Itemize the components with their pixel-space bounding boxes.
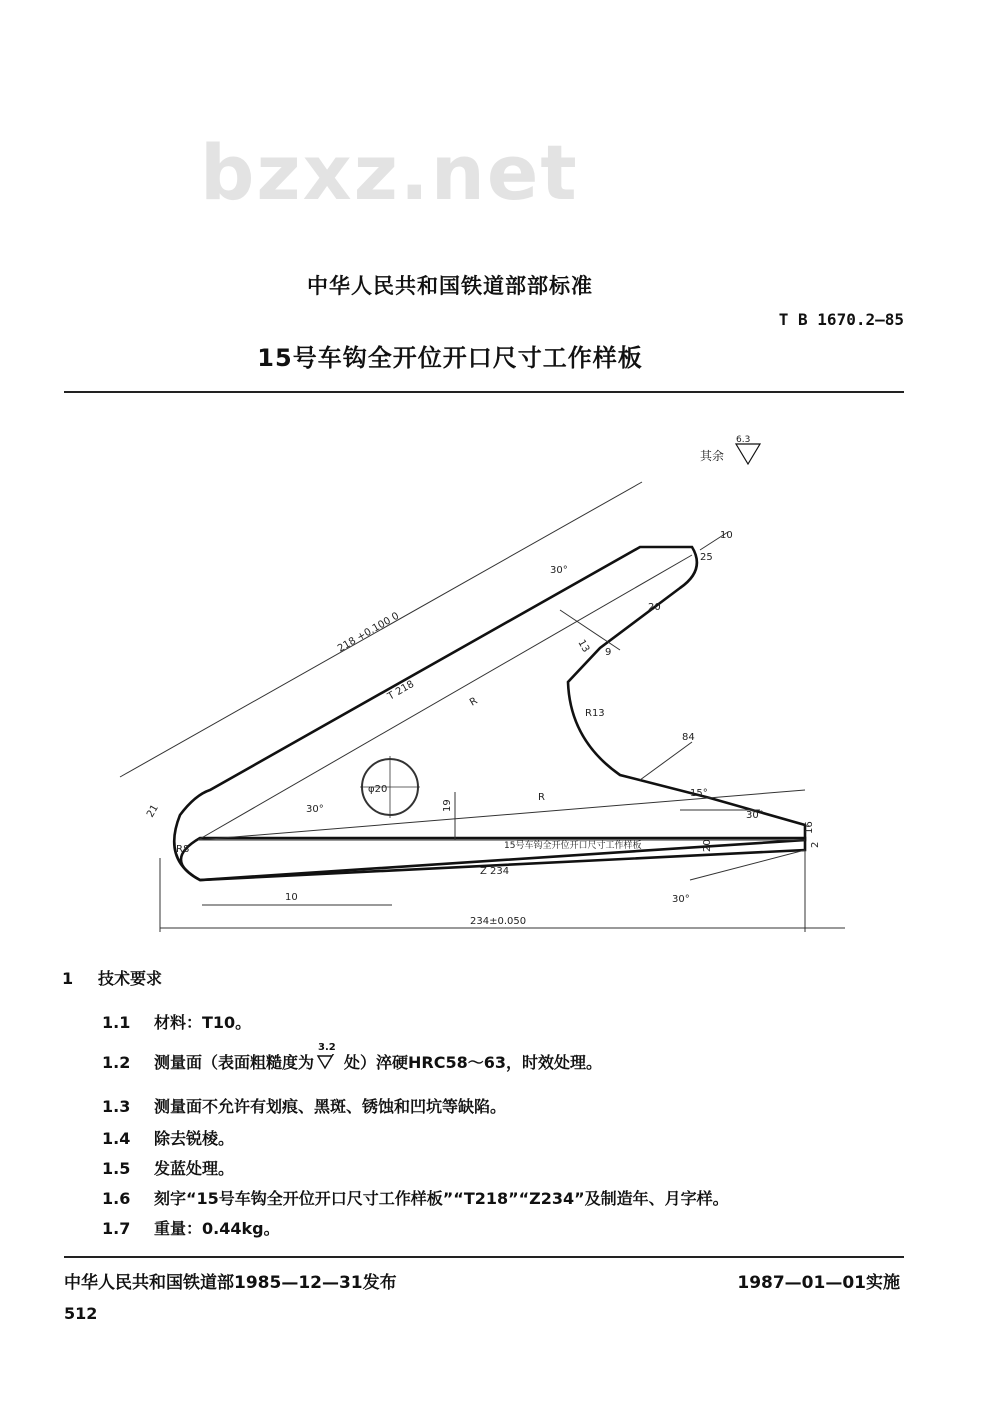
label-13: 13 xyxy=(575,638,592,655)
label-30-bottom: 30° xyxy=(672,894,690,905)
label-19: 19 xyxy=(442,799,453,812)
requirement-1-1: 1.1 材料：T10。 xyxy=(102,1013,252,1032)
label-r8: R8 xyxy=(176,844,190,855)
center-line-lower xyxy=(198,790,805,840)
watermark: bzxz.net xyxy=(200,128,579,217)
center-line-upper xyxy=(198,555,692,840)
requirement-1-4: 1.4 除去锐棱。 xyxy=(102,1129,235,1148)
dim-line-13 xyxy=(560,610,620,650)
label-25: 25 xyxy=(700,552,713,563)
technical-drawing xyxy=(100,420,870,940)
label-10-top: 10 xyxy=(720,530,733,541)
label-phi20: φ20 xyxy=(368,784,388,795)
standard-code: T B 1670.2—85 xyxy=(778,310,904,329)
label-dim-218: 218 +0.100 0 xyxy=(336,610,402,655)
label-15: 15° xyxy=(690,788,708,799)
standard-organization: 中华人民共和国铁道部部标准 xyxy=(307,274,593,298)
issue-date: 中华人民共和国铁道部1985—12—31发布 xyxy=(64,1273,397,1293)
label-30-right: 30° xyxy=(746,810,764,821)
page-title: 15号车钩全开位开口尺寸工作样板 xyxy=(257,344,643,372)
label-2: 2 xyxy=(810,841,821,848)
requirement-1-5: 1.5 发蓝处理。 xyxy=(102,1159,235,1178)
template-upper-arm xyxy=(174,547,805,880)
label-30-left: 30° xyxy=(306,804,324,815)
requirements-heading xyxy=(62,966,162,989)
leader-84 xyxy=(640,742,692,780)
page-number: 512 xyxy=(64,1304,98,1323)
implementation-date: 1987—01—01实施 xyxy=(737,1273,900,1293)
requirement-1-7: 1.7 重量：0.44kg。 xyxy=(102,1219,280,1238)
label-9: 9 xyxy=(605,647,612,658)
label-10-bottom: 10 xyxy=(285,892,298,903)
label-t218: T 218 xyxy=(386,678,417,703)
footer-rule xyxy=(64,1256,904,1258)
template-outline xyxy=(174,547,805,880)
requirement-1-2: 1.2 测量面（表面粗糙度为 3.2 处）淬硬HRC58～63，时效处理。 xyxy=(102,1042,603,1072)
label-30-top: 30° xyxy=(550,565,568,576)
label-21: 21 xyxy=(145,802,161,820)
label-20-small: 20 xyxy=(648,602,661,613)
label-84: 84 xyxy=(682,732,695,743)
label-234: 234±0.050 xyxy=(470,916,527,927)
requirement-1-3: 1.3 测量面不允许有划痕、黑斑、锈蚀和凹坑等缺陷。 xyxy=(102,1097,507,1116)
label-engraving: 15号车钩全开位开口尺寸工作样板 xyxy=(504,841,642,851)
section-title: 技术要求 xyxy=(98,969,163,988)
label-16: 16 xyxy=(804,821,815,834)
roughness-symbol-inline: 3.2 xyxy=(316,1050,342,1072)
requirement-1-6: 1.6 刻字“15号车钩全开位开口尺寸工作样板”“T218”“Z234”及制造年、月字样。 xyxy=(102,1189,729,1208)
roughness-symbol xyxy=(736,444,760,464)
section-number: 1 xyxy=(62,969,74,988)
header-rule xyxy=(64,391,904,393)
roughness-note: 其余 xyxy=(700,449,725,463)
label-r13: R13 xyxy=(585,708,605,719)
label-z234: Z 234 xyxy=(480,866,510,877)
label-r-lower: R xyxy=(538,792,545,803)
roughness-value: 6.3 xyxy=(736,435,751,445)
construction-lines xyxy=(120,482,845,932)
label-20: 20 xyxy=(702,839,713,852)
label-r-upper: R xyxy=(468,695,480,709)
